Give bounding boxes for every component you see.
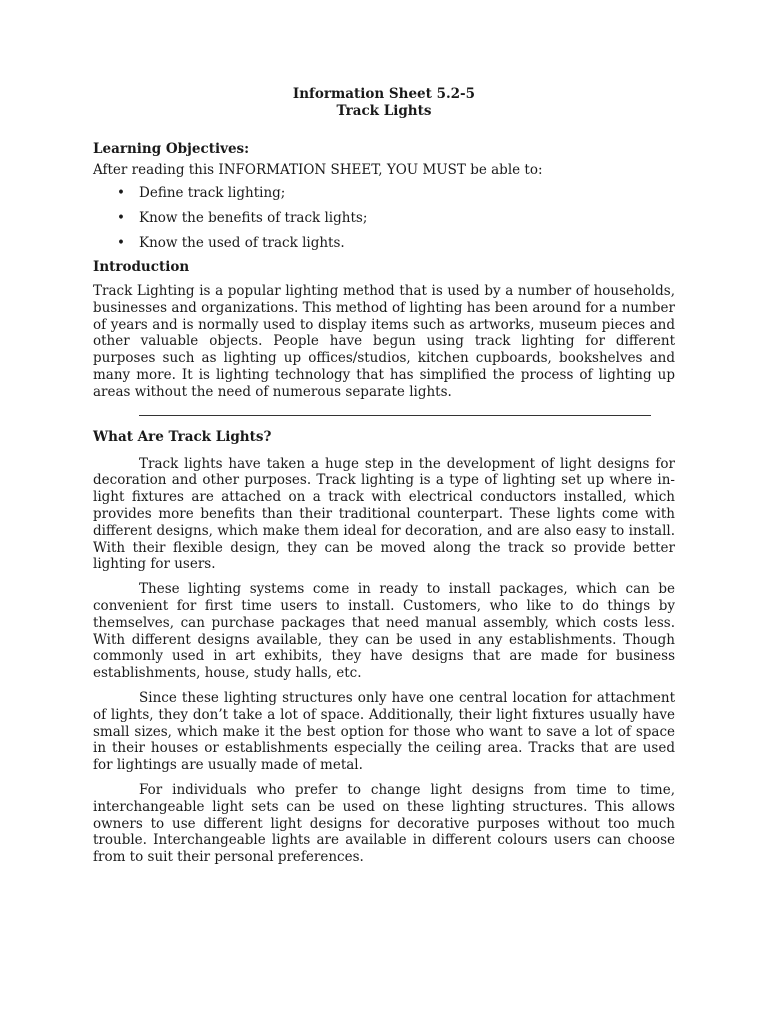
bullet-icon: • (117, 185, 125, 201)
bullet-icon: • (117, 235, 125, 251)
introduction-paragraph: Track Lighting is a popular lighting method that is used by a number of households, businesses and organizations. This method of lighting has been around for a number of years and is normally used to display items such as artworks, museum pieces and other valuable objects. People have begun using track lighting for different purposes such as lighting up offices/studios, kitchen cupboards, bookshelves and many more. It is lighting technology that has simplified the process of lighting up areas without the need of numerous separate lights. (93, 283, 675, 400)
section-heading: What Are Track Lights? (93, 428, 272, 445)
objectives-intro: After reading this INFORMATION SHEET, YOU MUST be able to: (93, 162, 543, 178)
objectives-list (93, 185, 675, 252)
section-divider (139, 415, 651, 416)
objective-text: Define track lighting; (139, 185, 286, 201)
introduction-heading: Introduction (93, 259, 190, 275)
body-paragraph: Track lights have taken a huge step in the development of light designs for decoration and other purposes. Track lighting is a type of lighting set up where in-light fixtures are attached on a track with electrical conductors installed, which provides more benefits than their traditional counterpart. These lights come with different designs, which make them ideal for decoration, and are also easy to install. With their flexible design, they can be moved along the track so provide better lighting for users. (93, 455, 675, 573)
list-item (93, 185, 675, 202)
body-paragraph: For individuals who prefer to change light designs from time to time, interchangeable light sets can be used on these lighting structures. This allows owners to use different light designs for decorative purposes without too much trouble. Interchangeable lights are available in different colours users can choose from to suit their personal preferences. (93, 781, 675, 866)
title-line-2: Track Lights (336, 103, 432, 119)
objective-text: Know the used of track lights. (139, 235, 345, 251)
document-title (93, 86, 675, 120)
body-paragraph: Since these lighting structures only have one central location for attachment of lights, they don’t take a lot of space. Additionally, their light fixtures usually have small sizes, which make it the best option for those who want to save a lot of space in their houses or establishments especially the ceiling area. Tracks that are used for lightings are usually made of metal. (93, 689, 675, 774)
document-page (93, 86, 675, 866)
learning-objectives-heading: Learning Objectives: (93, 141, 250, 157)
objective-text: Know the benefits of track lights; (139, 210, 368, 226)
title-line-1: Information Sheet 5.2-5 (292, 86, 476, 102)
body-paragraph: These lighting systems come in ready to install packages, which can be convenient for first time users to install. Customers, who like to do things by themselves, can purchase packages that need manual assembly, which costs less. With different designs available, they can be used in any establishments. Though commonly used in art exhibits, they have designs that are made for business establishments, house, study halls, etc. (93, 581, 675, 682)
bullet-icon: • (117, 210, 125, 226)
list-item (93, 210, 675, 227)
list-item (93, 235, 675, 252)
